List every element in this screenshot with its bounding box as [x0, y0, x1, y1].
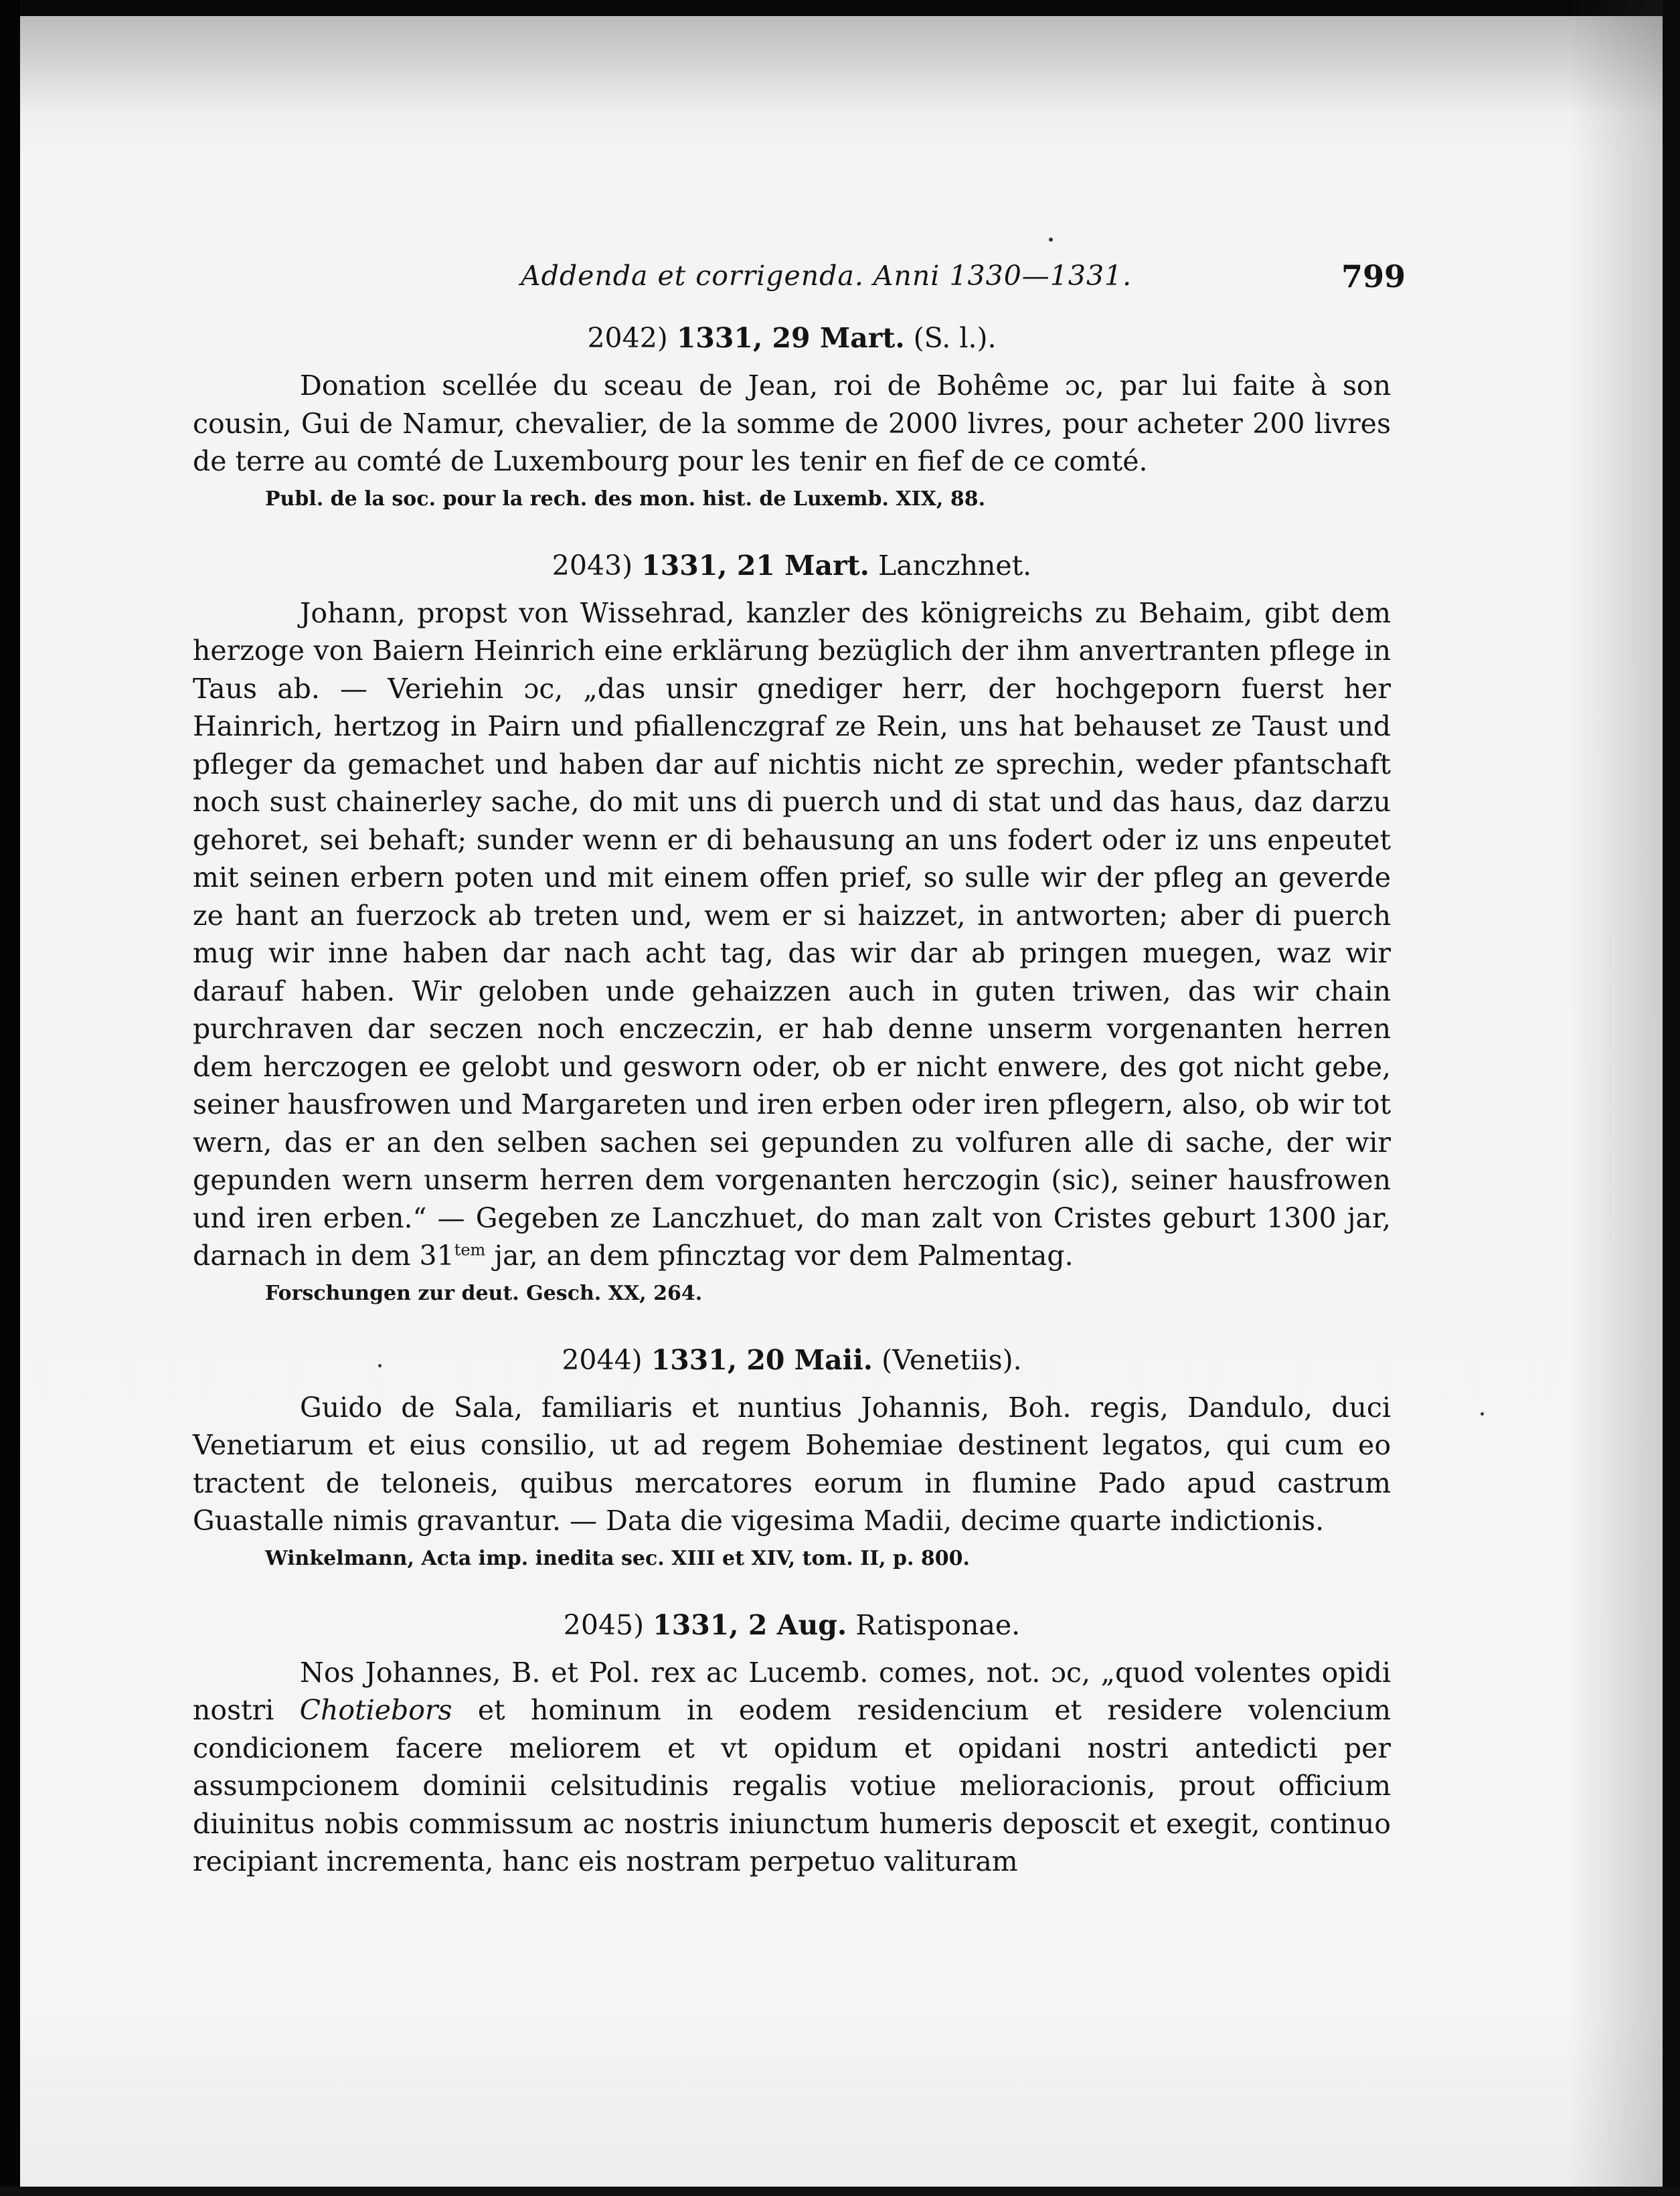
- page-content: [193, 258, 1406, 1916]
- entry-heading: [193, 1607, 1391, 1643]
- entry-body: Guido de Sala, familiaris et nuntius Johannis, Boh. regis, Dandulo, duci Venetiarum et eius consilio, ut ad regem Bohemiae destinent legatos, qui cum eo tractent de teloneis, quibus mercatores eorum in flumine Pado apud castrum Guastalle nimis gravantur. — Data die vigesima Madii, decime quarte indictionis.: [193, 1391, 1391, 1537]
- ink-speck: [1481, 1412, 1484, 1416]
- entry-2042: [193, 320, 1391, 513]
- entry-2043: [193, 547, 1391, 1307]
- entry-source: Winkelmann, Acta imp. inedita sec. XIII et XIV, tom. II, p. 800.: [265, 1546, 970, 1570]
- scan-border-bottom: [0, 2187, 1680, 2196]
- scan-border-top: [0, 0, 1680, 16]
- entry-heading: [193, 547, 1391, 584]
- entry-body: Donation scellée du sceau de Jean, roi de Bohême ɔc, par lui faite à son cousin, Gui de Namur, chevalier, de la somme de 2000 livres, pour acheter 200 livres de terre au comté de Luxembourg pour les tenir en fief de ce comté.: [193, 369, 1391, 477]
- entry-2045: [193, 1607, 1391, 1881]
- page-header: [193, 258, 1406, 320]
- entry-body-text-end: et hominum in eodem residencium et residere volencium condicionem facere meliorem et vt opidum et opidani nostri antedicti per assumpcionem dominii celsitudinis regalis votiue melioracionis, prout officium diuinitus nobis commissum ac nostris iniunctum humeris deposcit et exegit, continuo recipiant incrementa, hanc eis nostram perpetuo valituram: [193, 1694, 1391, 1877]
- entry-place: Ratisponae.: [855, 1608, 1021, 1641]
- place-name-italic: Chotiebors: [299, 1694, 452, 1726]
- scan-shadow-right: [1569, 0, 1663, 2196]
- entry-source: Publ. de la soc. pour la rech. des mon. hist. de Luxemb. XIX, 88.: [265, 487, 986, 511]
- entry-date: 1331, 2 Aug.: [653, 1608, 847, 1641]
- page-number: 799: [1341, 258, 1406, 294]
- superscript-ordinal: tem: [454, 1240, 486, 1260]
- entry-source: Forschungen zur deut. Gesch. XX, 264.: [265, 1281, 703, 1305]
- entry-number: 2043): [552, 549, 633, 582]
- entry-date: 1331, 21 Mart.: [641, 549, 869, 582]
- entry-body-text: Johann, propst von Wissehrad, kanzler des königreichs zu Behaim, gibt dem herzoge von Baiern Heinrich eine erklärung bezüglich der ihm anvertranten pflege in Taus ab. — Veriehin ɔc, „das unsir gnediger herr, der hochgeporn fuerst her Hainrich, hertzog in Pairn und pfiallenczgraf ze Rein, uns hat behauset ze Taust und pfleger da gemachet und haben dar auf nichtis nicht ze sprechin, weder pfantschaft noch sust chainerley sache, do mit uns di puerch und di stat und das haus, daz darzu gehoret, sei behaft; sunder wenn er di behausung an uns fodert oder iz uns enpeutet mit seinen erbern poten und mit einem offen prief, so sulle wir der pfleg an geverde ze hant an fuerzock ab treten und, wem er si haizzet, in antworten; aber di puerch mug wir inne haben dar nach acht tag, das wir dar ab pringen muegen, waz wir darauf haben. Wir geloben unde gehaizzen auch in guten triwen, das wir chain purchraven dar seczen noch enczeczin, er hab denne unserm vorgenanten herren dem herczogen ee gelobt und gesworn oder, ob er nicht enwere, des got nicht gebe, seiner hausfrowen und Margareten und iren erben oder iren pflegern, also, ob wir tot wern, das er an den selben sachen sei gepunden zu volfuren alle di sache, der wir gepunden wern unserm herren dem vorgenanten herczogin (sic), seiner hausfrowen und iren erben.“ — Gegeben ze Lanczhuet, do man zalt von Cristes geburt 1300 jar, darnach in dem 31: [193, 596, 1391, 1272]
- entry-body: [193, 594, 1391, 1275]
- entry-body-text-end: jar, an dem pfincztag vor dem Palmentag.: [485, 1240, 1074, 1272]
- entry-number: 2042): [587, 322, 668, 354]
- entry-date: 1331, 20 Maii.: [651, 1343, 873, 1376]
- entry-2044: [193, 1342, 1391, 1572]
- entry-place: (Venetiis).: [881, 1343, 1022, 1376]
- entry-body: [193, 1654, 1391, 1881]
- entry-date: 1331, 29 Mart.: [676, 322, 905, 354]
- entry-number: 2045): [563, 1608, 645, 1641]
- entry-place: Lanczhnet.: [877, 549, 1032, 582]
- entry-heading: [193, 320, 1391, 356]
- entry-heading: [193, 1342, 1391, 1378]
- running-head: Addenda et corrigenda. Anni 1330—1331.: [521, 260, 1132, 292]
- scan-shadow-top: [20, 16, 1680, 116]
- entry-place: (S. l.).: [913, 322, 997, 354]
- entry-number: 2044): [562, 1343, 643, 1376]
- scan-border-right: [1663, 0, 1680, 2196]
- scan-border-left: [0, 0, 20, 2196]
- ink-speck: [1049, 238, 1053, 242]
- entry-body-text: Nos Johannes, B. et Pol. rex ac Lucemb. comes, not. ɔc, „quod volentes opidi nostri: [193, 1656, 1391, 1726]
